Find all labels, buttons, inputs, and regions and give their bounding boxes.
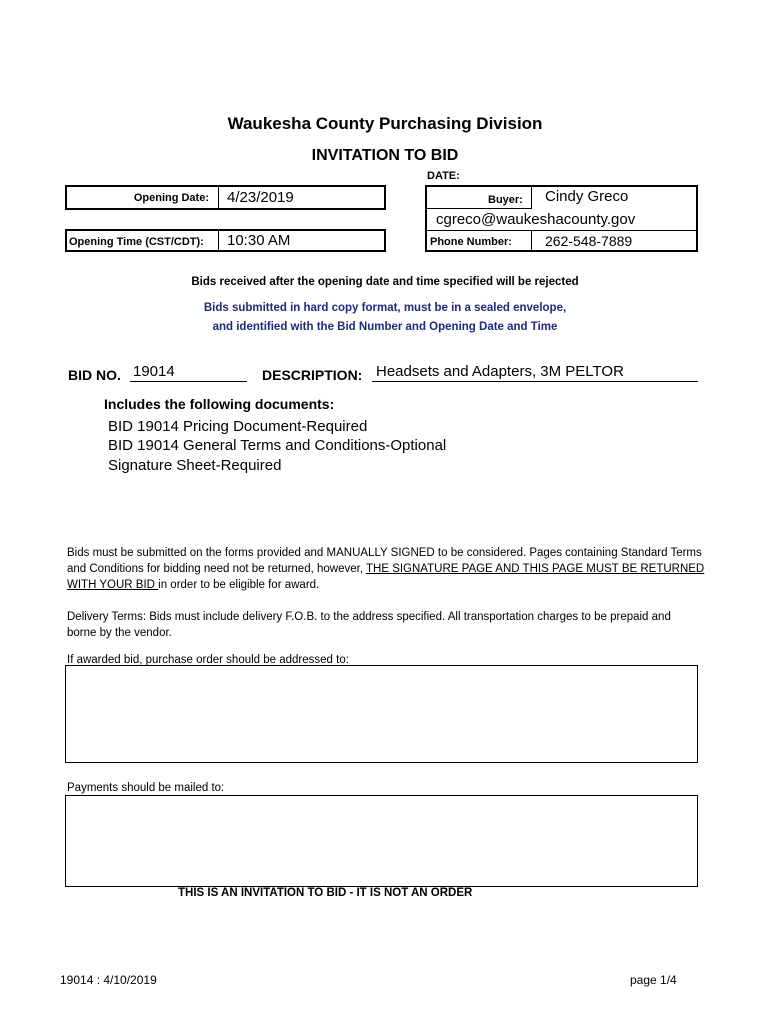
not-an-order-notice: THIS IS AN INVITATION TO BID - IT IS NOT AN ORDER [178, 887, 473, 899]
bid-no-label: BID NO. [68, 367, 121, 383]
bid-number-field[interactable]: 19014 [133, 363, 175, 380]
document-item: BID 19014 Pricing Document-Required [108, 418, 368, 435]
opening-date-row [65, 185, 386, 210]
buyer-label: Buyer: [488, 194, 523, 206]
buyer-name: Cindy Greco [545, 188, 629, 205]
signature-page-requirement: THE SIGNATURE PAGE AND THIS PAGE MUST BE RETURNED WITH YOUR BID [67, 563, 705, 591]
document-item: Signature Sheet-Required [108, 457, 282, 474]
opening-date-field[interactable]: 4/23/2019 [227, 189, 294, 206]
description-field[interactable]: Headsets and Adapters, 3M PELTOR [376, 363, 624, 380]
opening-time-label: Opening Time (CST/CDT): [69, 236, 204, 248]
phone-number: 262-548-7889 [545, 233, 633, 249]
hard-copy-notice-line1: Bids submitted in hard copy format, must be in a sealed envelope, [203, 302, 567, 314]
organization-title: Waukesha County Purchasing Division [227, 114, 543, 133]
payments-address-label: Payments should be mailed to: [67, 782, 225, 794]
description-label: DESCRIPTION: [262, 367, 363, 383]
opening-date-label: Opening Date: [133, 192, 209, 204]
submission-instructions: Bids must be submitted on the forms provided and MANUALLY SIGNED to be considered. Pages containing Standard Terms and Conditions for bidding need not be returned, however, THE SIGNATURE PAGE AND THIS PAGE MUST BE RETURNED WITH YOUR BID in order to be eligible for award. [67, 547, 705, 591]
hard-copy-notice-line2: and identified with the Bid Number and Opening Date and Time [212, 321, 558, 333]
date-label: DATE: [427, 170, 460, 182]
documents-heading: Includes the following documents: [104, 396, 335, 412]
document-title: INVITATION TO BID [311, 147, 459, 164]
opening-time-field[interactable]: 10:30 AM [227, 232, 291, 249]
document-reference: 19014 : 4/10/2019 [60, 973, 157, 987]
purchase-order-address-label: If awarded bid, purchase order should be addressed to: [67, 654, 349, 666]
document-item: BID 19014 General Terms and Conditions-Optional [108, 437, 447, 454]
phone-label: Phone Number: [430, 236, 512, 248]
delivery-terms: Delivery Terms: Bids must include delivery F.O.B. to the address specified. All transportation charges to be prepaid and borne by the vendor. [67, 611, 671, 639]
page-number: page 1/4 [630, 973, 677, 987]
payments-address-field[interactable] [65, 795, 698, 887]
purchase-order-address-field[interactable] [65, 665, 698, 763]
late-bids-notice: Bids received after the opening date and time specified will be rejected [191, 276, 579, 288]
buyer-email[interactable]: cgreco@waukeshacounty.gov [436, 211, 636, 228]
opening-time-row [65, 229, 386, 252]
